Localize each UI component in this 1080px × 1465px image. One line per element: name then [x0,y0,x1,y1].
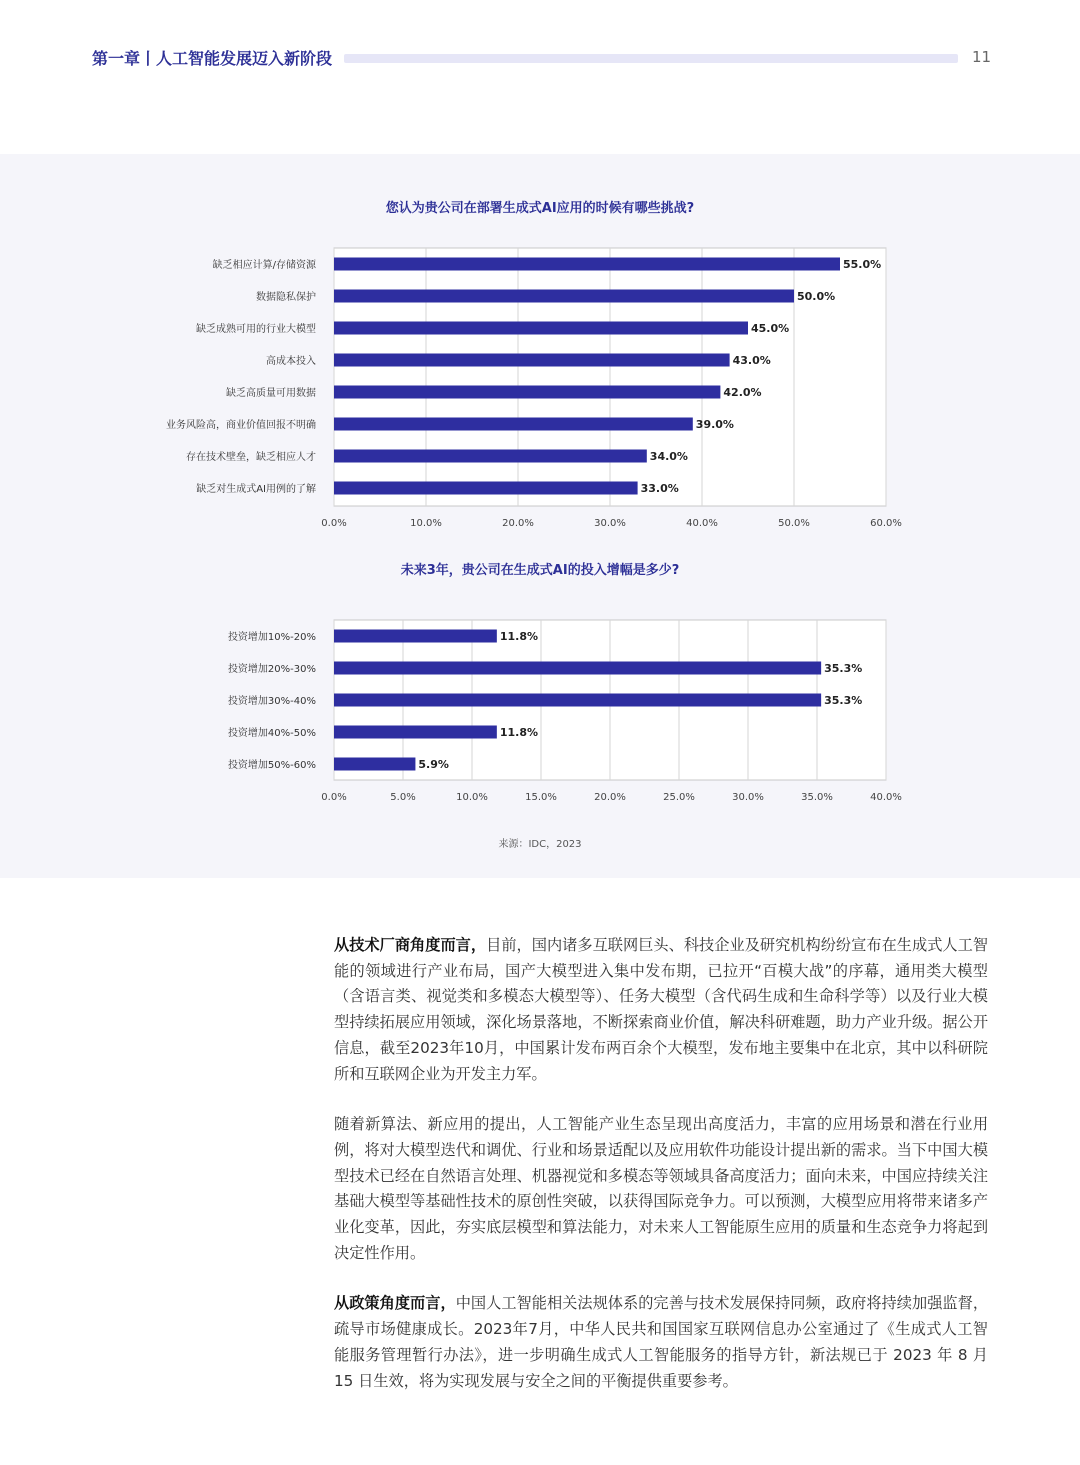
page-header [0,0,1080,120]
charts-canvas [0,154,1080,878]
data-label: 55.0% [843,258,882,271]
x-tick-label: 40.0% [686,518,718,529]
x-tick-label: 30.0% [732,792,764,803]
data-label: 5.9% [418,758,449,771]
chart-title: 您认为贵公司在部署生成式AI应用的时候有哪些挑战? [385,201,695,216]
data-label: 50.0% [797,290,836,303]
paragraph-ecosystem [334,1112,988,1266]
x-tick-label: 0.0% [321,518,347,529]
bar [334,258,840,271]
x-tick-label: 60.0% [870,518,902,529]
bar [334,322,748,335]
chart-panel [0,154,1080,878]
bar [334,662,821,675]
paragraph-tech-vendors [334,933,988,1087]
x-tick-label: 0.0% [321,792,347,803]
category-label: 高成本投入 [266,356,316,367]
x-tick-label: 30.0% [594,518,626,529]
data-label: 34.0% [649,450,688,463]
category-label: 存在技术壁垒，缺乏相应人才 [186,452,316,463]
category-label: 投资增加30%-40% [227,696,316,707]
x-tick-label: 50.0% [778,518,810,529]
category-label: 缺乏相应计算/存储资源 [212,260,316,271]
x-tick-label: 20.0% [502,518,534,529]
paragraph-lead: 从技术厂商角度而言， [334,936,487,954]
bar [334,482,638,495]
paragraph-body: 随着新算法、新应用的提出，人工智能产业生态呈现出高度活力，丰富的应用场景和潜在行业用例，将对大模型迭代和调优、行业和场景适配以及应用软件功能设计提出新的需求。当下中国大模型技术已经在自然语言处理、机器视觉和多模态等领域具备高度活力；面向未来，中国应持续关注基础大模型等基础性技术的原创性突破，以获得国际竞争力。可以预测，大模型应用将带来诸多产业化变革，因此，夯实底层模型和算法能力，对未来人工智能原生应用的质量和生态竞争力将起到决定性作用。 [334,1115,988,1262]
bar [334,726,497,739]
bar [334,758,415,771]
x-tick-label: 25.0% [663,792,695,803]
bar [334,694,821,707]
data-label: 11.8% [499,726,539,739]
data-label: 39.0% [695,418,734,431]
x-tick-label: 35.0% [801,792,833,803]
bar [334,450,647,463]
category-label: 缺乏成熟可用的行业大模型 [196,324,316,335]
chapter-title: 第一章丨人工智能发展迈入新阶段 [92,49,333,68]
data-label: 42.0% [723,386,762,399]
category-label: 投资增加10%-20% [227,632,316,643]
data-label: 45.0% [751,322,790,335]
bar [334,418,693,431]
header-divider-bar [344,54,958,63]
bar [334,290,794,303]
data-label: 33.0% [640,482,679,495]
data-label: 35.3% [824,694,863,707]
page-number: 11 [972,48,992,66]
x-tick-label: 15.0% [525,792,557,803]
category-label: 投资增加40%-50% [227,728,316,739]
x-tick-label: 10.0% [410,518,442,529]
x-tick-label: 10.0% [456,792,488,803]
x-tick-label: 40.0% [870,792,902,803]
bar [334,354,730,367]
chart-title: 未来3年，贵公司在生成式AI的投入增幅是多少? [400,563,680,578]
category-label: 业务风险高，商业价值回报不明确 [166,420,316,431]
data-label: 43.0% [732,354,771,367]
data-label: 11.8% [499,630,539,643]
bar [334,630,497,643]
category-label: 投资增加50%-60% [227,760,316,771]
x-tick-label: 5.0% [390,792,416,803]
category-label: 数据隐私保护 [256,292,316,303]
data-label: 35.3% [824,662,863,675]
paragraph-policy [334,1291,988,1394]
x-tick-label: 20.0% [594,792,626,803]
category-label: 缺乏高质量可用数据 [226,388,316,399]
body-text [334,933,988,1419]
paragraph-body: 中国人工智能相关法规体系的完善与技术发展保持同频，政府将持续加强监督，疏导市场健康成长。2023年7月，中华人民共和国国家互联网信息办公室通过了《生成式人工智能服务管理暂行办法》，进一步明确生成式人工智能服务的指导方针，新法规已于 2023 年 8 月 15 日生效，将为实现发展与安全之间的平衡提供重要参考。 [334,1294,989,1390]
paragraph-body: 目前，国内诸多互联网巨头、科技企业及研究机构纷纷宣布在生成式人工智能的领域进行产业布局，国产大模型进入集中发布期，已拉开“百模大战”的序幕，通用类大模型（含语言类、视觉类和多模态大模型等）、任务大模型（含代码生成和生命科学等）以及行业大模型持续拓展应用领域，深化场景落地，不断探索商业价值，解决科研难题，助力产业升级。据公开信息，截至2023年10月，中国累计发布两百余个大模型，发布地主要集中在北京，其中以科研院所和互联网企业为开发主力军。 [334,936,989,1083]
bar [334,386,720,399]
category-label: 缺乏对生成式AI用例的了解 [196,484,316,495]
category-label: 投资增加20%-30% [227,664,316,675]
source-note: 来源：IDC，2023 [498,839,582,850]
paragraph-lead: 从政策角度而言， [334,1294,456,1313]
